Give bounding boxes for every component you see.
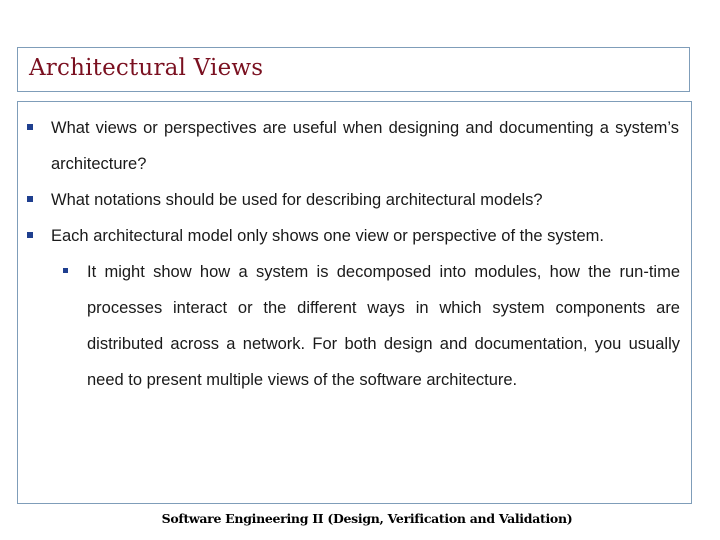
bullet-text: What notations should be used for describing architectural models? xyxy=(51,191,543,209)
title-box xyxy=(17,47,690,92)
slide-title: Architectural Views xyxy=(29,55,264,81)
bullet-item xyxy=(33,182,679,218)
square-bullet-icon xyxy=(27,124,33,130)
bullet-text: What views or perspectives are useful when designing and documenting a system’s architecture? xyxy=(51,119,679,173)
bullet-item xyxy=(33,110,679,182)
sub-bullet-text: It might show how a system is decomposed into modules, how the run-time processes interact or the different ways in which system components are distributed across a network. For both design and documentation, you usually need to present multiple views of the software architecture. xyxy=(87,263,680,389)
sub-bullet-item xyxy=(87,254,680,398)
square-bullet-icon xyxy=(27,232,33,238)
slide-footer: Software Engineering II (Design, Verification and Validation) xyxy=(161,511,573,526)
bullet-text: Each architectural model only shows one view or perspective of the system. xyxy=(51,227,605,245)
bullet-item xyxy=(33,218,679,254)
square-bullet-icon xyxy=(27,196,33,202)
square-bullet-icon xyxy=(63,268,68,273)
